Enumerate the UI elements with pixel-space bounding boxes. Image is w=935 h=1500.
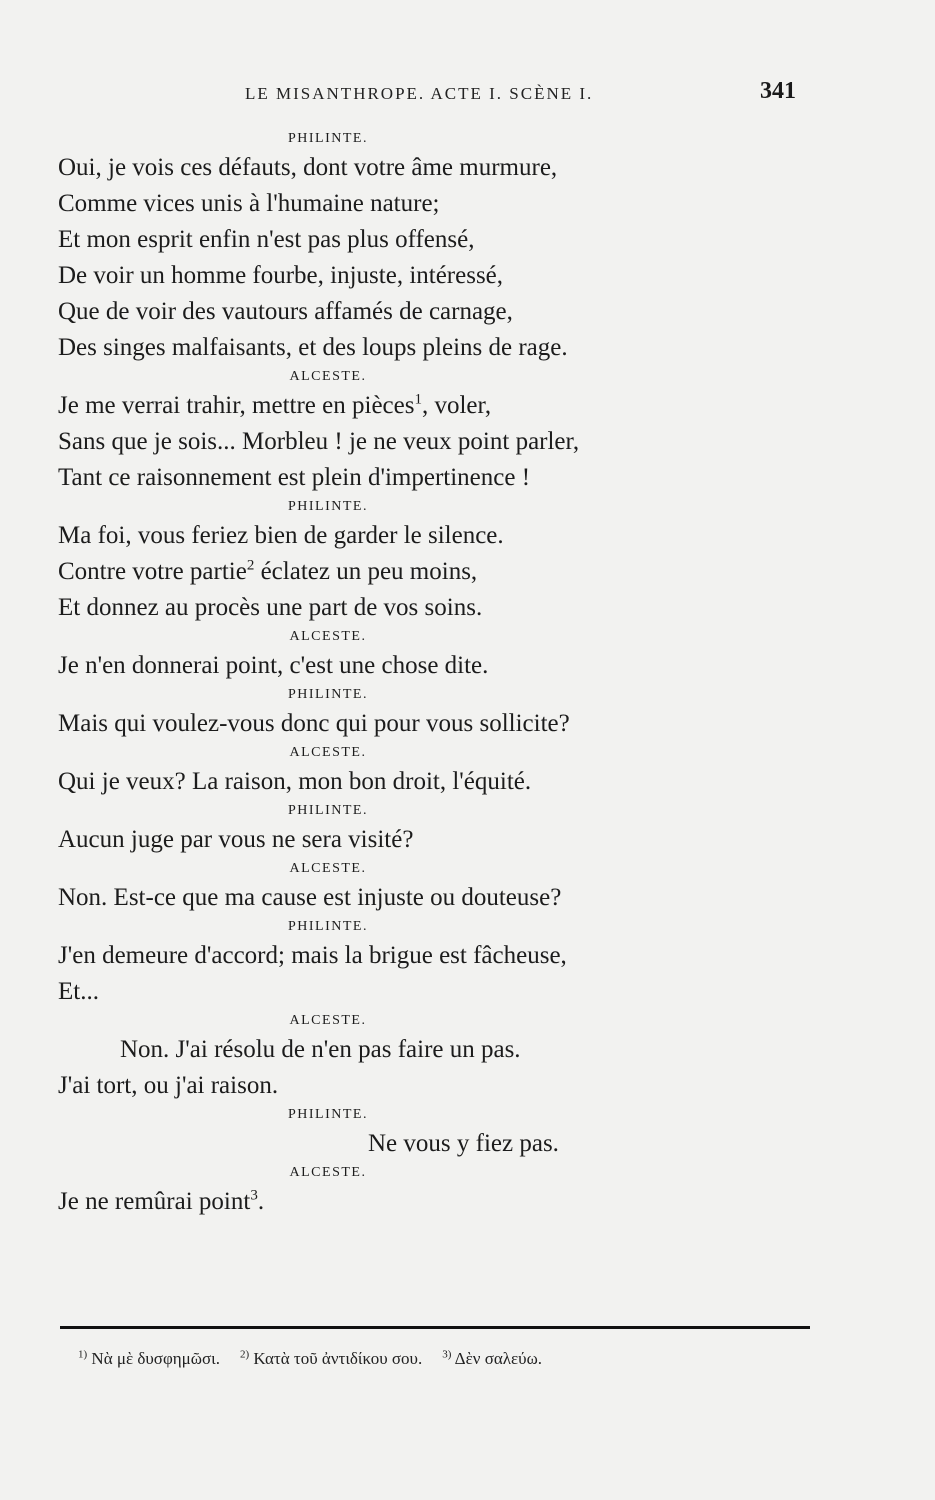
footnote [442,1349,542,1368]
verse-line [58,648,818,684]
verse-text: Des singes malfaisants, et des loups pleins de rage. [58,334,568,361]
verse-text: Ma foi, vous feriez bien de garder le silence. [58,522,504,549]
speaker-name: PHILINTE. [288,687,368,702]
verse-text: Je ne remûrai point [58,1188,251,1215]
page-number: 341 [760,78,796,104]
verse-line [58,938,818,974]
footnote-marker: 3 [250,1187,258,1204]
verse-line [58,150,818,186]
verse-text: Et donnez au procès une part de vos soins. [58,594,483,621]
speaker-name: ALCESTE. [289,861,367,876]
verse-text: De voir un homme fourbe, injuste, intéressé, [58,262,504,289]
speaker-name: ALCESTE. [289,629,367,644]
verse-line [58,974,818,1010]
footnote [78,1349,220,1368]
speaker-name: PHILINTE. [288,1107,368,1122]
verse-text: Qui je veux? La raison, mon bon droit, l'équité. [58,768,532,795]
verse-line [58,186,818,222]
verse-text: Tant ce raisonnement est plein d'impertinence ! [58,464,531,491]
verse-line [58,330,818,366]
verse-line [58,258,818,294]
verse-line [58,518,818,554]
footnote-marker: 1 [414,391,422,408]
verse-line [58,822,818,858]
footnote-rule [60,1326,810,1329]
verse-text: Aucun juge par vous ne sera visité? [58,826,414,853]
footnote-text: Κατὰ τοῦ ἀντιδίκου σου. [249,1349,423,1368]
play-text [58,128,818,1220]
verse-text: Mais qui voulez-vous donc qui pour vous sollicite? [58,710,570,737]
verse-text: Contre votre partie [58,558,247,585]
speaker-name: ALCESTE. [289,1013,367,1028]
speaker-name: PHILINTE. [288,919,368,934]
verse-text: Oui, je vois ces défauts, dont votre âme murmure, [58,154,558,181]
verse-text: Que de voir des vautours affamés de carnage, [58,298,513,325]
verse-line [58,294,818,330]
verse-text-continued: . [257,1188,265,1215]
footnote-text: Νὰ μὲ δυσφημῶσι. [87,1349,220,1368]
speaker-name: ALCESTE. [289,369,367,384]
verse-line [58,388,818,424]
verse-text: Ne vous y fiez pas. [368,1130,559,1157]
speaker-name: ALCESTE. [289,745,367,760]
verse-line [58,1184,818,1220]
verse-text: Je n'en donnerai point, c'est une chose dite. [58,652,489,679]
footnote-mark: 1) [78,1348,88,1361]
verse-text: Non. J'ai résolu de n'en pas faire un pas. [120,1036,521,1063]
verse-line [58,554,818,590]
verse-line [58,706,818,742]
verse-text: Et mon esprit enfin n'est pas plus offensé, [58,226,475,253]
footnote-mark: 2) [239,1348,250,1361]
verse-text-continued: éclatez un peu moins, [254,558,478,585]
speaker-name: ALCESTE. [289,1165,367,1180]
footnote-text: Δὲν σαλεύω. [451,1349,543,1368]
verse-text: J'en demeure d'accord; mais la brigue est fâcheuse, [58,942,567,969]
verse-text: Comme vices unis à l'humaine nature; [58,190,440,217]
verse-line [58,424,818,460]
verse-text: J'ai tort, ou j'ai raison. [58,1072,279,1099]
verse-text-continued: , voler, [421,392,492,419]
footnote-mark: 3) [442,1348,452,1361]
speaker-name: PHILINTE. [288,803,368,818]
verse-line [58,764,818,800]
footnote-marker: 2 [246,557,255,574]
verse-text: Sans que je sois... Morbleu ! je ne veux point parler, [58,428,580,455]
running-head: LE MISANTHROPE. ACTE I. SCÈNE I. [245,84,594,103]
footnote [240,1349,422,1368]
speaker-name: PHILINTE. [288,499,368,514]
verse-line [58,880,818,916]
verse-line [58,460,818,496]
verse-text: Je me verrai trahir, mettre en pièces [58,392,415,419]
verse-line [58,1126,818,1162]
verse-line [58,222,818,258]
footnotes [78,1349,562,1369]
verse-line [58,1032,818,1068]
speaker-name: PHILINTE. [288,131,368,146]
verse-line [58,590,818,626]
verse-text: Non. Est-ce que ma cause est injuste ou douteuse? [58,884,562,911]
verse-text: Et... [58,978,99,1005]
verse-line [58,1068,818,1104]
